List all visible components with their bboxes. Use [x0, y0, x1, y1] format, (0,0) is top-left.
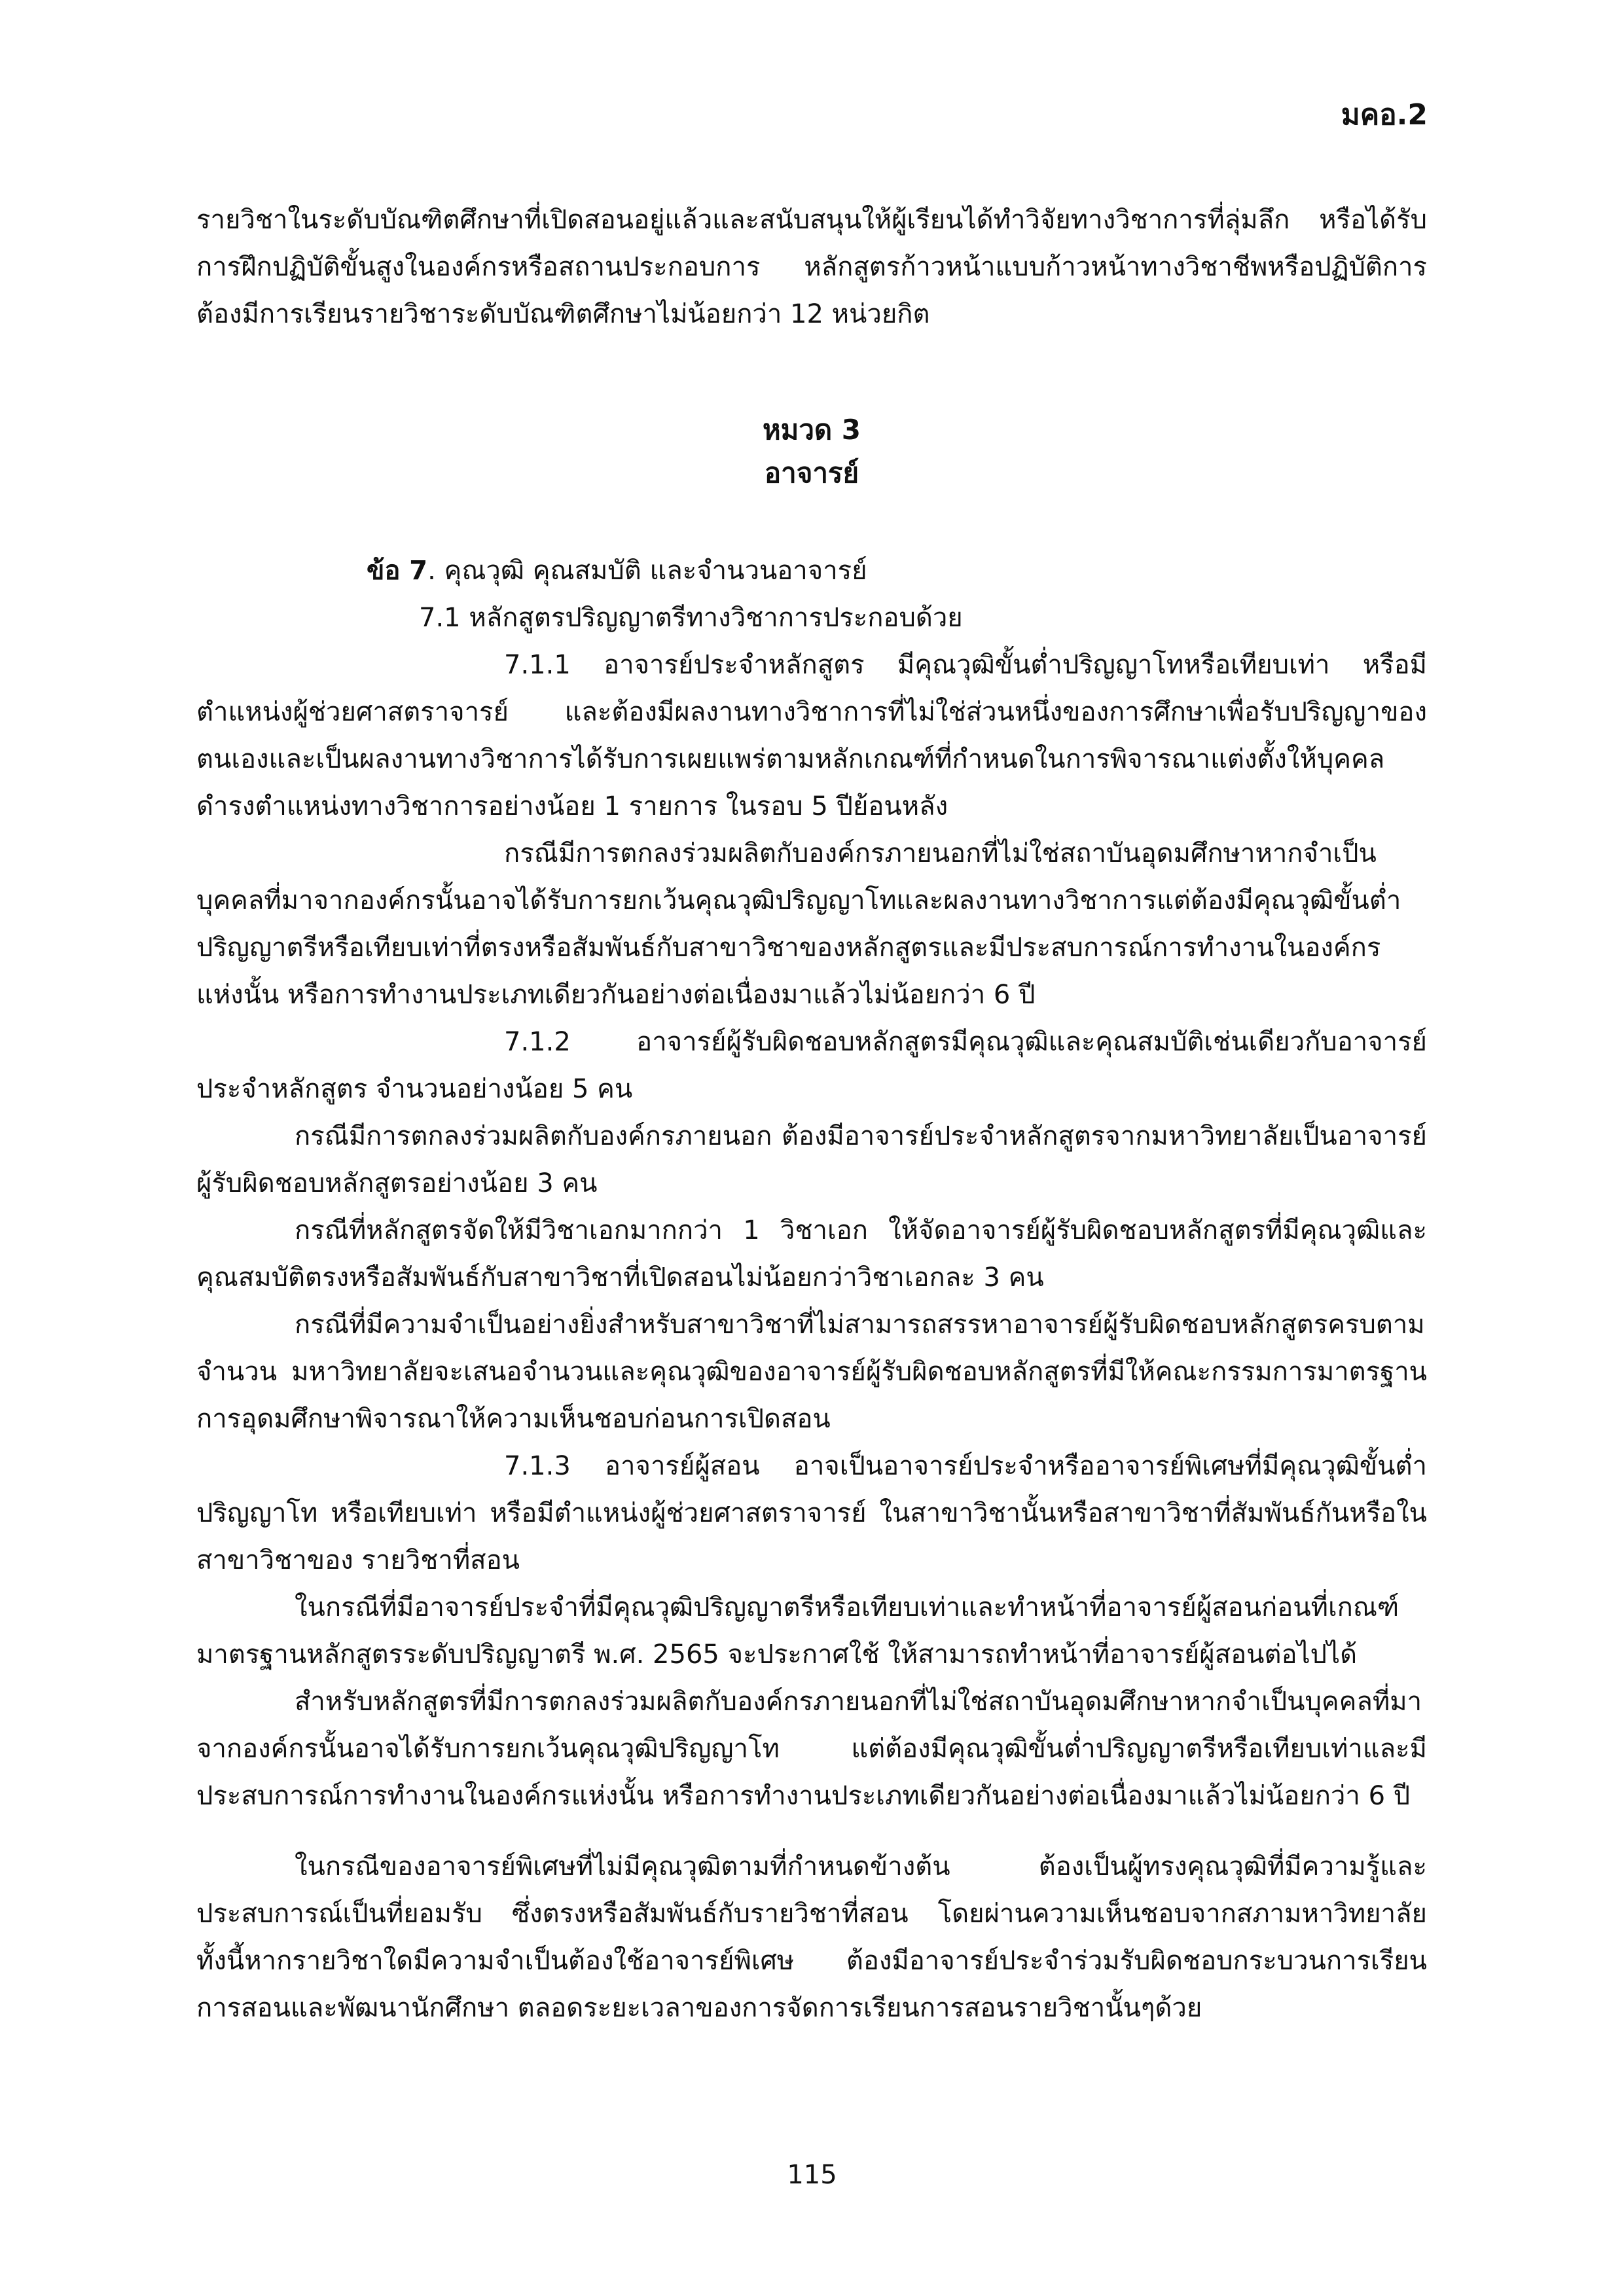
clause-7-heading-text: . คุณวุฒิ คุณสมบัติ และจำนวนอาจารย์: [427, 556, 867, 586]
section-7-1-heading: 7.1 หลักสูตรปริญญาตรีทางวิชาการประกอบด้วย: [419, 603, 963, 633]
paragraph-7-1-2-case-3: กรณีที่มีความจำเป็นอย่างยิ่งสำหรับสาขาวิชาที่ไม่สามารถสรรหาอาจารย์ผู้รับผิดชอบหลักสูตรครบตามจำนวน มหาวิทยาลัยจะเสนอจำนวนและคุณวุฒิของอาจารย์ผู้รับผิดชอบหลักสูตรที่มีให้คณะกรรมการมาตรฐานการอุดมศึกษาพิจารณาให้ความเห็นชอบก่อนการเปิดสอน: [196, 1310, 1427, 1434]
paragraph-7-1-1-case: กรณีมีการตกลงร่วมผลิตกับองค์กรภายนอกที่ไม่ใช่สถาบันอุดมศึกษาหากจำเป็นบุคคลที่มาจากองค์กรนั้นอาจได้รับการยกเว้นคุณวุฒิปริญญาโทและผลงานทางวิชาการแต่ต้องมีคุณวุฒิขั้นต่ำปริญญาตรีหรือเทียบเท่าที่ตรงหรือสัมพันธ์กับสาขาวิชาของหลักสูตรและมีประสบการณ์การทำงานในองค์กรแห่งนั้น หรือการทำงานประเภทเดียวกันอย่างต่อเนื่องมาแล้วไม่น้อยกว่า 6 ปี: [196, 838, 1401, 1010]
clause-7-label: ข้อ 7: [367, 556, 428, 586]
paragraph-7-1-3: 7.1.3 อาจารย์ผู้สอน อาจเป็นอาจารย์ประจำหรืออาจารย์พิเศษที่มีคุณวุฒิขั้นต่ำปริญญาโท หรือเทียบเท่า หรือมีตำแหน่งผู้ช่วยศาสตราจารย์ ในสาขาวิชานั้นหรือสาขาวิชาที่สัมพันธ์กันหรือในสาขาวิชาของ รายวิชาที่สอน: [196, 1451, 1427, 1575]
paragraph-7-1-2: 7.1.2 อาจารย์ผู้รับผิดชอบหลักสูตรมีคุณวุฒิและคุณสมบัติเช่นเดียวกับอาจารย์ประจำหลักสูตร จำนวนอย่างน้อย 5 คน: [196, 1027, 1427, 1104]
paragraph-7-1-3-case-3: ในกรณีของอาจารย์พิเศษที่ไม่มีคุณวุฒิตามที่กำหนดข้างต้น ต้องเป็นผู้ทรงคุณวุฒิที่มีความรู้และประสบการณ์เป็นที่ยอมรับ ซึ่งตรงหรือสัมพันธ์กับรายวิชาที่สอน โดยผ่านความเห็นชอบจากสภามหาวิทยาลัย ทั้งนี้หากรายวิชาใดมีความจำเป็นต้องใช้อาจารย์พิเศษ ต้องมีอาจารย์ประจำร่วมรับผิดชอบกระบวนการเรียนการสอนและพัฒนานักศึกษา ตลอดระยะเวลาของการจัดการเรียนการสอนรายวิชานั้นๆด้วย: [196, 1852, 1427, 2023]
paragraph-7-1-2-case-2: กรณีที่หลักสูตรจัดให้มีวิชาเอกมากกว่า 1 วิชาเอก ให้จัดอาจารย์ผู้รับผิดชอบหลักสูตรที่มีคุณวุฒิและคุณสมบัติตรงหรือสัมพันธ์กับสาขาวิชาที่เปิดสอนไม่น้อยกว่าวิชาเอกละ 3 คน: [196, 1215, 1427, 1293]
paragraph-7-1-3-case-1: ในกรณีที่มีอาจารย์ประจำที่มีคุณวุฒิปริญญาตรีหรือเทียบเท่าและทำหน้าที่อาจารย์ผู้สอนก่อนที่เกณฑ์มาตรฐานหลักสูตรระดับปริญญาตรี พ.ศ. 2565 จะประกาศใช้ ให้สามารถทำหน้าที่อาจารย์ผู้สอนต่อไปได้: [196, 1592, 1399, 1670]
intro-paragraph: รายวิชาในระดับบัณฑิตศึกษาที่เปิดสอนอยู่แล้วและสนับสนุนให้ผู้เรียนได้ทำวิจัยทางวิชาการที่ลุ่มลึก หรือได้รับการฝึกปฏิบัติขั้นสูงในองค์กรหรือสถานประกอบการ หลักสูตรก้าวหน้าแบบก้าวหน้าทางวิชาชีพหรือปฏิบัติการต้องมีการเรียนรายวิชาระดับบัณฑิตศึกษาไม่น้อยกว่า 12 หน่วยกิต: [196, 205, 1427, 329]
paragraph-7-1-3-case-2: สำหรับหลักสูตรที่มีการตกลงร่วมผลิตกับองค์กรภายนอกที่ไม่ใช่สถาบันอุดมศึกษาหากจำเป็นบุคคลที่มาจากองค์กรนั้นอาจได้รับการยกเว้นคุณวุฒิปริญญาโท แต่ต้องมีคุณวุฒิขั้นต่ำปริญญาตรีหรือเทียบเท่าและมีประสบการณ์การทำงานในองค์กรแห่งนั้น หรือการทำงานประเภทเดียวกันอย่างต่อเนื่องมาแล้วไม่น้อยกว่า 6 ปี: [196, 1687, 1427, 1811]
paragraph-7-1-1: 7.1.1 อาจารย์ประจำหลักสูตร มีคุณวุฒิขั้นต่ำปริญญาโทหรือเทียบเท่า หรือมีตำแหน่งผู้ช่วยศาสตราจารย์ และต้องมีผลงานทางวิชาการที่ไม่ใช่ส่วนหนึ่งของการศึกษาเพื่อรับปริญญาของตนเองและเป็นผลงานทางวิชาการได้รับการเผยแพร่ตามหลักเกณฑ์ที่กำหนดในการพิจารณาแต่งตั้งให้บุคคลดำรงตำแหน่งทางวิชาการอย่างน้อย 1 รายการ ในรอบ 5 ปีย้อนหลัง: [196, 650, 1427, 821]
page-body: [196, 196, 1427, 2032]
page-number: 115: [787, 2160, 837, 2190]
paragraph-7-1-2-case-1: กรณีมีการตกลงร่วมผลิตกับองค์กรภายนอก ต้องมีอาจารย์ประจำหลักสูตรจากมหาวิทยาลัยเป็นอาจารย์ผู้รับผิดชอบหลักสูตรอย่างน้อย 3 คน: [196, 1121, 1427, 1198]
chapter-title: อาจารย์: [764, 457, 859, 489]
clause-7-heading: [196, 547, 1427, 594]
chapter-number: หมวด 3: [762, 414, 861, 446]
chapter-heading: [196, 408, 1427, 495]
document-code: มคอ.2: [1341, 98, 1428, 132]
